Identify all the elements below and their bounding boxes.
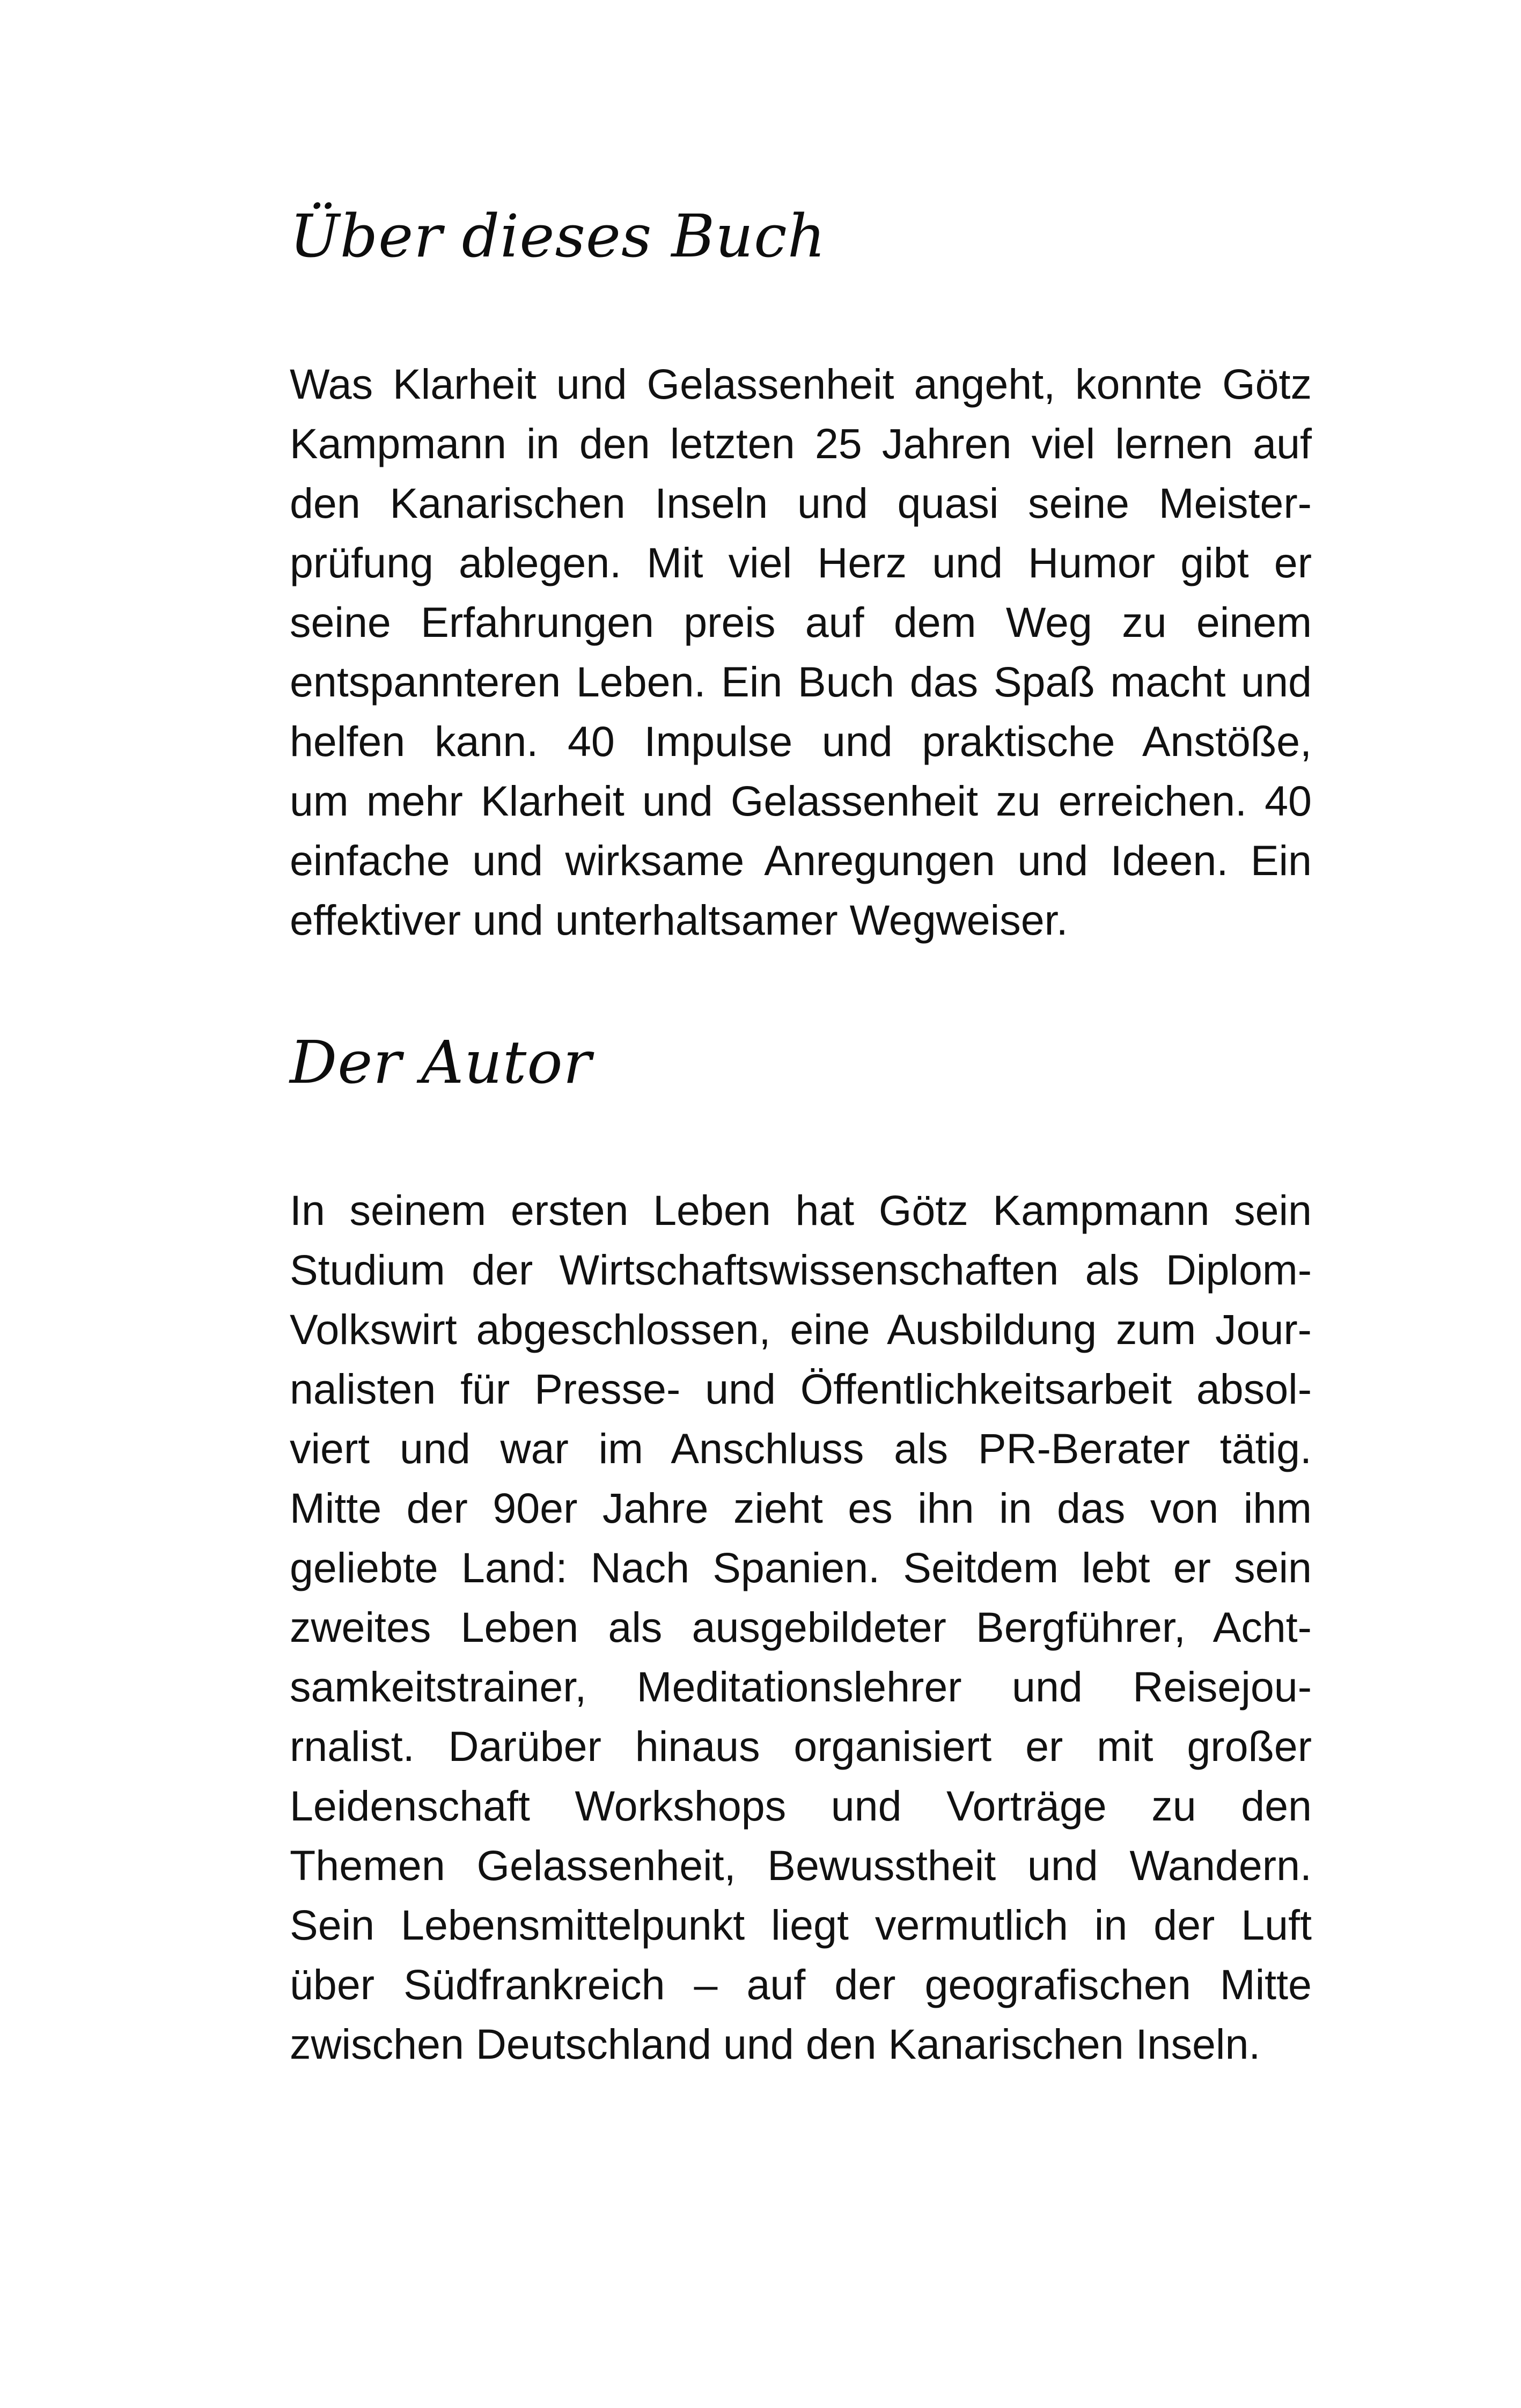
about-book-paragraph xyxy=(290,354,1312,950)
text-line: Studium der Wirtschaftswissenschaften als Diplom- xyxy=(290,1246,1312,1294)
section-heading-author: Der Autor xyxy=(290,1028,592,1097)
text-line: entspannteren Leben. Ein Buch das Spaß macht und xyxy=(290,658,1312,706)
author-paragraph xyxy=(290,1180,1312,2074)
text-line: Sein Lebensmittelpunkt liegt vermutlich in der Luft xyxy=(290,1901,1312,1949)
text-line: viert und war im Anschluss als PR-Berater tätig. xyxy=(290,1425,1312,1472)
text-line: In seinem ersten Leben hat Götz Kampmann sein xyxy=(290,1186,1312,1234)
text-line: seine Erfahrungen preis auf dem Weg zu einem xyxy=(290,598,1312,646)
text-line: Was Klarheit und Gelassenheit angeht, konnte Götz xyxy=(290,360,1312,408)
text-line: Kampmann in den letzten 25 Jahren viel lernen auf xyxy=(290,420,1312,467)
text-line: um mehr Klarheit und Gelassenheit zu erreichen. 40 xyxy=(290,777,1312,825)
text-line: rnalist. Darüber hinaus organisiert er mit großer xyxy=(290,1722,1312,1770)
text-line: über Südfrankreich – auf der geografischen Mitte xyxy=(290,1961,1312,2008)
text-line: Themen Gelassenheit, Bewusstheit und Wandern. xyxy=(290,1841,1312,1889)
text-line: samkeitstrainer, Meditationslehrer und Reisejou- xyxy=(290,1663,1312,1710)
text-line-last: zwischen Deutschland und den Kanarischen Inseln. xyxy=(290,2020,1261,2068)
text-line: einfache und wirksame Anregungen und Ideen. Ein xyxy=(290,836,1312,884)
section-heading-about-book: Über dieses Buch xyxy=(290,202,826,270)
text-line: Leidenschaft Workshops und Vorträge zu den xyxy=(290,1782,1312,1830)
text-line: zweites Leben als ausgebildeter Bergführer, Acht- xyxy=(290,1603,1312,1651)
text-line: den Kanarischen Inseln und quasi seine Meister- xyxy=(290,479,1312,527)
text-line: Volkswirt abgeschlossen, eine Ausbildung zum Jour- xyxy=(290,1305,1312,1353)
text-line: nalisten für Presse- und Öffentlichkeitsarbeit absol- xyxy=(290,1365,1312,1413)
text-line: helfen kann. 40 Impulse und praktische Anstöße, xyxy=(290,717,1312,765)
text-line: prüfung ablegen. Mit viel Herz und Humor gibt er xyxy=(290,539,1312,586)
text-line-last: effektiver und unterhaltsamer Wegweiser. xyxy=(290,896,1068,944)
text-line: Mitte der 90er Jahre zieht es ihn in das von ihm xyxy=(290,1484,1312,1532)
text-line: geliebte Land: Nach Spanien. Seitdem lebt er sein xyxy=(290,1544,1312,1591)
